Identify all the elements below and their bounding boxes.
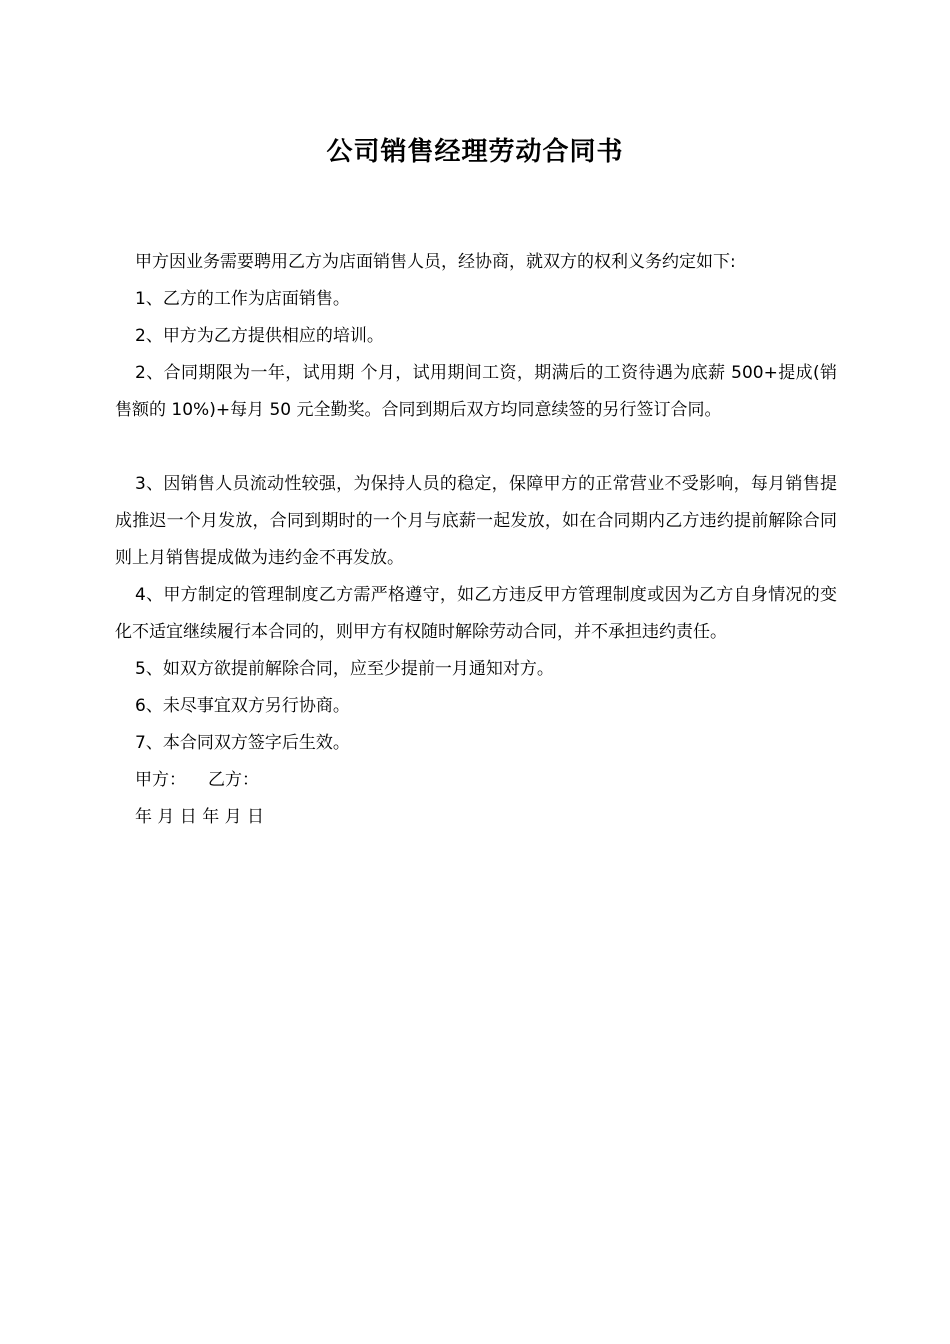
clause-3: 3、因销售人员流动性较强，为保持人员的稳定，保障甲方的正常营业不受影响，每月销售提成推迟一个月发放，合同到期时的一个月与底薪一起发放，如在合同期内乙方违约提前解除合同则上月销售提成做为违约金不再发放。 xyxy=(115,474,837,568)
date-line xyxy=(115,799,837,836)
document-title: 公司销售经理劳动合同书 xyxy=(326,137,624,167)
clause-4: 4、甲方制定的管理制度乙方需严格遵守，如乙方违反甲方管理制度或因为乙方自身情况的变化不适宜继续履行本合同的，则甲方有权随时解除劳动合同，并不承担违约责任。 xyxy=(115,585,837,642)
clause-7: 7、本合同双方签字后生效。 xyxy=(135,733,350,753)
party-a-label: 甲方： xyxy=(135,770,186,790)
signature-line xyxy=(115,762,837,799)
intro-paragraph: 甲方因业务需要聘用乙方为店面销售人员，经协商，就双方的权利义务约定如下: xyxy=(135,252,736,272)
party-b-label: 乙方： xyxy=(208,770,259,790)
party-a-date: 年 月 日 xyxy=(135,807,197,827)
document-body xyxy=(115,244,837,836)
clause-1: 1、乙方的工作为店面销售。 xyxy=(135,289,350,309)
party-b-date: 年 月 日 xyxy=(202,807,265,827)
clause-6: 6、未尽事宜双方另行协商。 xyxy=(135,696,350,716)
clause-2-term: 2、合同期限为一年，试用期 个月，试用期间工资，期满后的工资待遇为底薪 500+提成(销售额的 10%)+每月 50 元全勤奖。合同到期后双方均同意续签的另行签订合同。 xyxy=(115,363,837,420)
clause-2-training: 2、甲方为乙方提供相应的培训。 xyxy=(135,326,384,346)
clause-5: 5、如双方欲提前解除合同，应至少提前一月通知对方。 xyxy=(135,659,554,679)
